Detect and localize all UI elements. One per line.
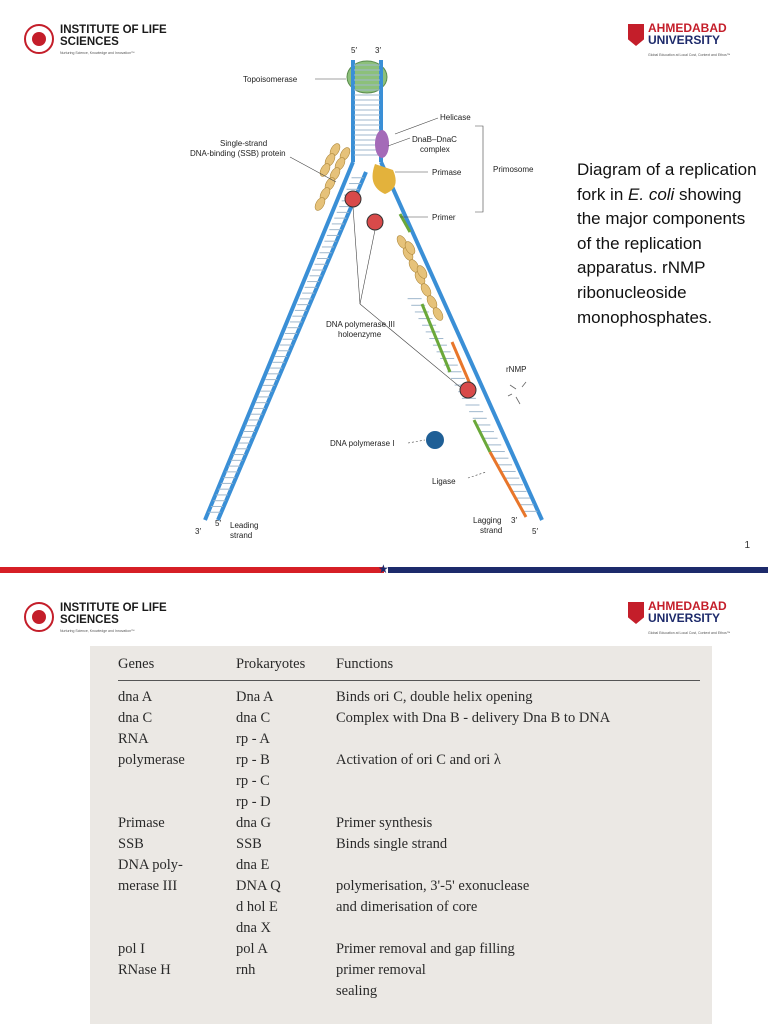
label-ssb-1: Single-strand — [220, 139, 268, 148]
label-ssb-2: DNA-binding (SSB) protein — [190, 149, 286, 158]
cell-gene: merase III — [118, 878, 178, 894]
label-top-3: 3′ — [375, 46, 381, 55]
institute-name: INSTITUTE OF LIFE SCIENCES — [60, 24, 167, 48]
cell-function — [336, 855, 700, 876]
replication-genes-table — [118, 654, 700, 1002]
table-row — [118, 855, 700, 876]
institute-tagline: Nurturing Science, Knowledge and Innovation™ — [60, 629, 135, 633]
rnmp-sparkle-icon — [508, 382, 526, 404]
university-logo — [628, 600, 748, 640]
label-dnab-dnac: DnaB–DnaC — [412, 135, 457, 144]
cell-prokaryote: SSB — [236, 836, 262, 852]
slide-divider — [0, 564, 768, 578]
institute-seal-icon — [24, 602, 54, 632]
institute-seal-icon — [24, 24, 54, 54]
label-pol1: DNA polymerase I — [330, 439, 395, 448]
cell-prokaryote: pol A — [236, 941, 268, 957]
pol3-leading-shape — [345, 191, 361, 207]
cell-prokaryote: dna X — [236, 920, 272, 936]
cell-gene: SSB — [118, 836, 144, 852]
header-prokaryotes: Prokaryotes — [236, 654, 336, 681]
cell-prokaryote: dna G — [236, 815, 272, 831]
table-row — [118, 960, 700, 981]
table-row — [118, 813, 700, 834]
pol1-shape — [426, 431, 444, 449]
pol3-released-shape — [460, 382, 476, 398]
university-shield-icon — [628, 24, 644, 46]
cell-function — [336, 792, 700, 813]
cell-function: Primer synthesis — [336, 815, 433, 831]
cell-gene: DNA poly- — [118, 857, 183, 873]
cell-gene — [118, 897, 236, 918]
institute-name: INSTITUTE OF LIFE SCIENCES — [60, 602, 167, 626]
replication-fork-diagram — [170, 42, 560, 552]
cell-gene: dna C — [118, 710, 153, 726]
cell-gene: pol I — [118, 941, 145, 957]
label-dnab-dnac-2: complex — [420, 145, 450, 154]
university-logo — [628, 22, 748, 62]
cell-prokaryote: rp - A — [236, 731, 270, 747]
table-row — [118, 939, 700, 960]
cell-gene — [118, 918, 236, 939]
leading-template-strand — [205, 162, 353, 520]
cell-function: Primer removal and gap filling — [336, 941, 515, 957]
helicase-shape — [375, 130, 389, 158]
pol3-lagging-shape — [367, 214, 383, 230]
cell-function — [336, 771, 700, 792]
header-functions: Functions — [336, 654, 700, 681]
cell-prokaryote: rp - C — [236, 773, 270, 789]
cell-function — [336, 918, 700, 939]
cell-function: and dimerisation of core — [336, 899, 478, 915]
label-topoisomerase: Topoisomerase — [243, 75, 298, 84]
cell-gene — [118, 792, 236, 813]
scanned-table-image — [90, 646, 712, 1024]
label-helicase: Helicase — [440, 113, 471, 122]
university-shield-icon — [628, 602, 644, 624]
label-top-5: 5′ — [351, 46, 357, 55]
label-leading-1: Leading — [230, 521, 259, 530]
table-row — [118, 981, 700, 1002]
cell-function: Binds ori C, double helix opening — [336, 689, 533, 705]
table-row — [118, 729, 700, 750]
cell-function — [336, 729, 700, 750]
table-row — [118, 771, 700, 792]
label-lagging-1: Lagging — [473, 516, 502, 525]
institute-logo — [24, 22, 174, 58]
table-row — [118, 897, 700, 918]
institute-tagline: Nurturing Science, Knowledge and Innovation™ — [60, 51, 135, 55]
cell-gene: polymerase — [118, 752, 185, 768]
slide-caption: Diagram of a replication fork in E. coli showing the major components of the replication apparatus. rNMP ribonucleoside monophosphates. — [577, 160, 757, 327]
page-number: 1 — [744, 540, 750, 551]
cell-gene: RNase H — [118, 962, 171, 978]
cell-gene: dna A — [118, 689, 153, 705]
cell-function: Binds single strand — [336, 836, 448, 852]
cell-gene: Primase — [118, 815, 165, 831]
slide-2 — [0, 578, 768, 1024]
cell-prokaryote: Dna A — [236, 689, 274, 705]
table-row — [118, 876, 700, 897]
table-row — [118, 750, 700, 771]
cell-function: sealing — [336, 983, 378, 999]
lagging-template-strand — [381, 162, 542, 520]
cell-prokaryote — [236, 981, 336, 1002]
label-pol3-1: DNA polymerase III — [326, 320, 395, 329]
cell-function: Activation of ori C and ori λ — [336, 752, 501, 768]
cell-prokaryote: rnh — [236, 962, 256, 978]
table-row — [118, 918, 700, 939]
label-lagging-2: strand — [480, 526, 503, 535]
cell-prokaryote: rp - D — [236, 794, 271, 810]
label-primosome: Primosome — [493, 165, 534, 174]
cell-function: primer removal — [336, 962, 426, 978]
label-leading-2: strand — [230, 531, 253, 540]
cell-prokaryote: dna E — [236, 857, 270, 873]
table-row — [118, 681, 700, 709]
star-icon: ★ — [378, 562, 389, 576]
university-tagline: Global Education at Local Cost, Context and Ethos™ — [648, 631, 731, 635]
cell-gene — [118, 981, 236, 1002]
label-pol3-2: holoenzyme — [338, 330, 382, 339]
primase-shape — [373, 164, 396, 194]
university-name: AHMEDABAD UNIVERSITY — [648, 21, 727, 47]
label-primer: Primer — [432, 213, 456, 222]
table-row — [118, 834, 700, 855]
label-br-5: 5′ — [532, 527, 538, 536]
label-ligase: Ligase — [432, 477, 456, 486]
header-genes: Genes — [118, 654, 236, 681]
label-primase: Primase — [432, 168, 462, 177]
label-rnmp: rNMP — [506, 365, 527, 374]
institute-logo — [24, 600, 174, 636]
table-row — [118, 708, 700, 729]
cell-function: Complex with Dna B - delivery Dna B to DNA — [336, 710, 611, 726]
label-bl-3: 3′ — [195, 527, 201, 536]
label-br-3: 3′ — [511, 516, 517, 525]
table-row — [118, 792, 700, 813]
university-name: AHMEDABAD UNIVERSITY — [648, 599, 727, 625]
cell-function: polymerisation, 3'-5' exonuclease — [336, 878, 530, 894]
cell-prokaryote: dna C — [236, 710, 271, 726]
cell-prokaryote: rp - B — [236, 752, 270, 768]
label-bl-5: 5′ — [215, 519, 221, 528]
cell-prokaryote: DNA Q — [236, 878, 281, 894]
cell-prokaryote: d hol E — [236, 899, 278, 915]
cell-gene — [118, 771, 236, 792]
university-tagline: Global Education at Local Cost, Context and Ethos™ — [648, 53, 731, 57]
cell-gene: RNA — [118, 731, 149, 747]
